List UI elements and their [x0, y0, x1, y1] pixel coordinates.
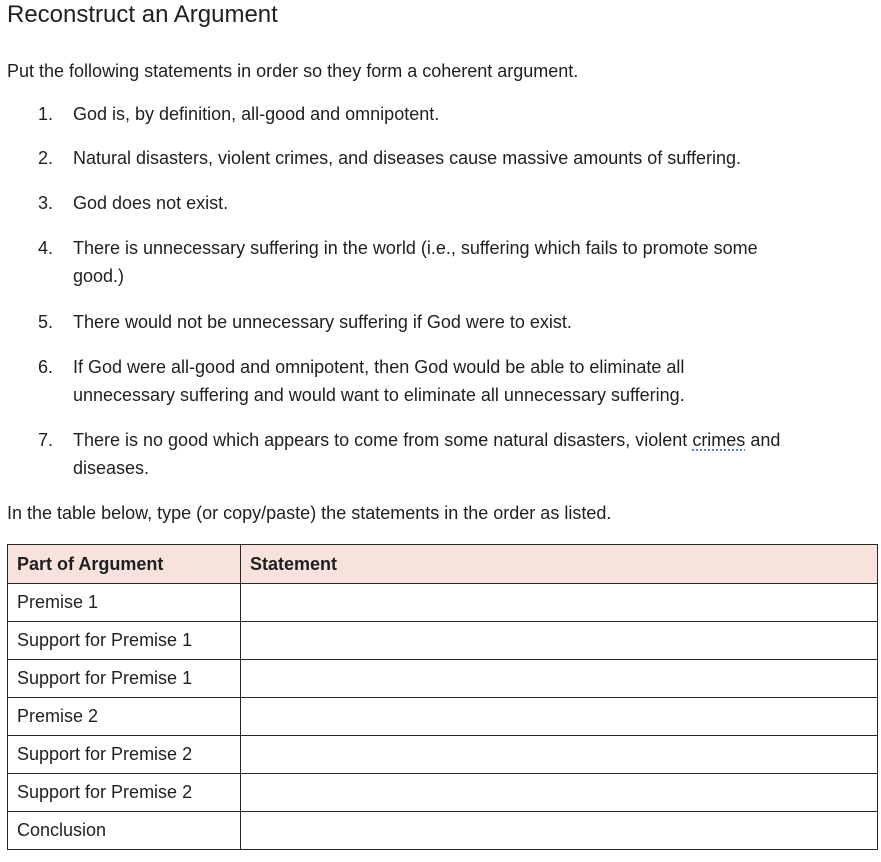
statement-text: God does not exist. — [73, 193, 229, 213]
statement-cell[interactable] — [241, 660, 878, 698]
part-cell: Support for Premise 2 — [8, 774, 241, 812]
part-cell: Support for Premise 1 — [8, 622, 241, 660]
statement-text: Natural disasters, violent crimes, and diseases cause massive amounts of suffering. — [73, 148, 741, 168]
statement-number: 1. — [38, 104, 54, 124]
statement-number: 5. — [38, 312, 54, 332]
statement-cell[interactable] — [241, 774, 878, 812]
page-title: Reconstruct an Argument — [7, 1, 278, 28]
table-row — [8, 584, 878, 622]
statement-entry[interactable] — [250, 698, 868, 735]
part-cell: Support for Premise 2 — [8, 736, 241, 774]
part-cell: Support for Premise 1 — [8, 660, 241, 698]
statement-entry[interactable] — [250, 660, 868, 697]
statement-entry[interactable] — [250, 622, 868, 659]
table-instruction: In the table below, type (or copy/paste) the statements in the order as listed. — [7, 503, 612, 523]
statement-entry[interactable] — [250, 774, 868, 811]
statement-number: 4. — [38, 238, 54, 258]
statement-text: If God were all-good and omnipotent, then God would be able to eliminate all unnecessary suffering and would want to eliminate all unnecessary suffering. — [73, 357, 685, 405]
table-row — [8, 812, 878, 850]
statement-number: 3. — [38, 193, 54, 213]
statement-cell[interactable] — [241, 736, 878, 774]
statement-number: 6. — [38, 357, 54, 377]
table-row — [8, 660, 878, 698]
order-instruction: Put the following statements in order so they form a coherent argument. — [7, 61, 579, 81]
statement-cell[interactable] — [241, 622, 878, 660]
table-row — [8, 698, 878, 736]
statement-text-part: and diseases. — [73, 430, 781, 478]
statement-text: God is, by definition, all-good and omnipotent. — [73, 104, 440, 124]
table-row — [8, 622, 878, 660]
part-cell: Premise 1 — [8, 584, 241, 622]
statement-text: There would not be unnecessary suffering if God were to exist. — [73, 312, 572, 332]
statement-text: There is unnecessary suffering in the world (i.e., suffering which fails to promote some good.) — [73, 238, 758, 286]
statement-number: 7. — [38, 430, 54, 450]
statement-cell[interactable] — [241, 698, 878, 736]
statement-text — [73, 426, 881, 482]
statement-entry[interactable] — [250, 584, 868, 621]
statement-text-part: There is no good which appears to come from some natural disasters, violent — [73, 430, 693, 450]
statement-number: 2. — [38, 148, 54, 168]
statement-cell[interactable] — [241, 812, 878, 850]
statement-entry[interactable] — [250, 812, 868, 849]
table-row — [8, 774, 878, 812]
column-header-statement: Statement — [241, 545, 878, 584]
column-header-part: Part of Argument — [8, 545, 241, 584]
part-cell: Premise 2 — [8, 698, 241, 736]
spelling-flagged-word[interactable]: crimes — [692, 430, 746, 450]
table-row — [8, 736, 878, 774]
statement-cell[interactable] — [241, 584, 878, 622]
table-header-row — [8, 545, 878, 584]
statement-entry[interactable] — [250, 736, 868, 773]
part-cell: Conclusion — [8, 812, 241, 850]
argument-table — [7, 544, 878, 850]
